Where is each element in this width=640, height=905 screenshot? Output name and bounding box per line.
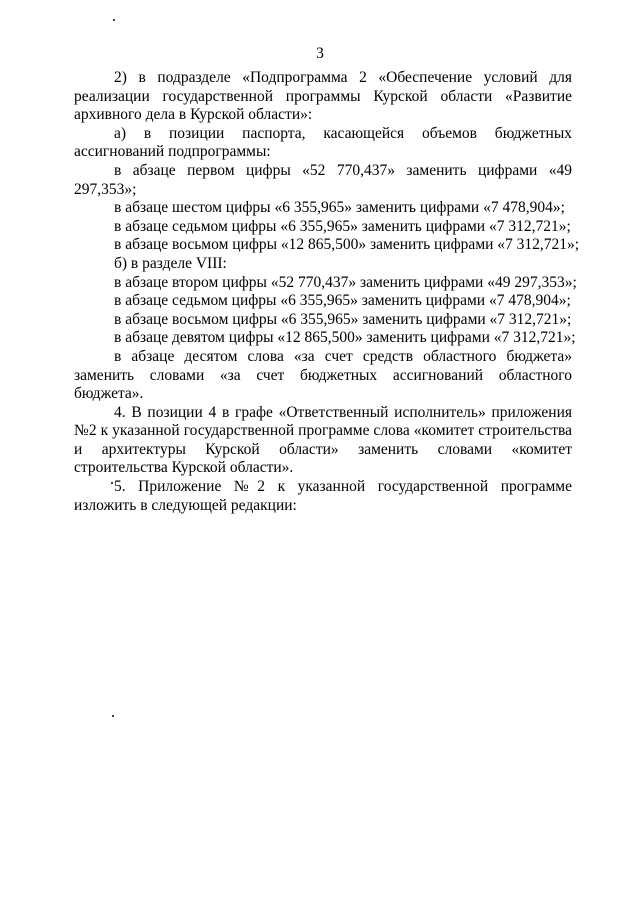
paragraph-abzac-7: в абзаце седьмом цифры «6 355,965» заменить цифрами «7 312,721»; bbox=[114, 217, 571, 235]
paragraph-item-a: а) в позиции паспорта, касающейся объемов бюджетных ассигнований подпрограммы: bbox=[74, 124, 572, 161]
paragraph-b-abzac-2: в абзаце втором цифры «52 770,437» заменить цифрами «49 297,353»; bbox=[114, 273, 577, 291]
paragraph-abzac-8: в абзаце восьмом цифры «12 865,500» заменить цифрами «7 312,721»; bbox=[114, 236, 580, 254]
paragraph-item-b: б) в разделе VIII: bbox=[114, 254, 227, 272]
paragraph-b-abzac-7: в абзаце седьмом цифры «6 355,965» заменить цифрами «7 478,904»; bbox=[114, 292, 571, 310]
paragraph-abzac-6: в абзаце шестом цифры «6 355,965» заменить цифрами «7 478,904»; bbox=[114, 199, 565, 217]
paragraph-b-abzac-10: в абзаце десятом слова «за счет средств областного бюджета» заменить словами «за счет бюджетных ассигнований областного бюджета». bbox=[74, 347, 572, 403]
paragraph-item-5: 5. Приложение №2 к указанной государственной программе изложить в следующей редакции: bbox=[74, 478, 572, 514]
paragraph-abzac-1: в абзаце первом цифры «52 770,437» заменить цифрами «49 297,353»; bbox=[74, 161, 572, 198]
scan-speck bbox=[112, 715, 114, 717]
page-number: 3 bbox=[316, 45, 324, 62]
paragraph-item-4: 4. В позиции 4 в графе «Ответственный исполнитель» приложения №2 к указанной государственной программе слова «комитет строительства и архитектуры Курской области» заменить словами «комитет строительства Курской области». bbox=[74, 403, 572, 477]
scan-speck bbox=[113, 19, 115, 21]
document-body bbox=[74, 69, 580, 515]
paragraph-b-abzac-9: в абзаце девятом цифры «12 865,500» заменить цифрами «7 312,721»; bbox=[114, 329, 576, 347]
scan-speck bbox=[111, 482, 113, 484]
paragraph-subsection-2: 2) в подразделе «Подпрограмма 2 «Обеспечение условий для реализации государственной программы Курской области «Развитие архивного дела в Курской области»: bbox=[74, 69, 572, 124]
paragraph-b-abzac-8: в абзаце восьмом цифры «6 355,965» заменить цифрами «7 312,721»; bbox=[114, 310, 572, 328]
